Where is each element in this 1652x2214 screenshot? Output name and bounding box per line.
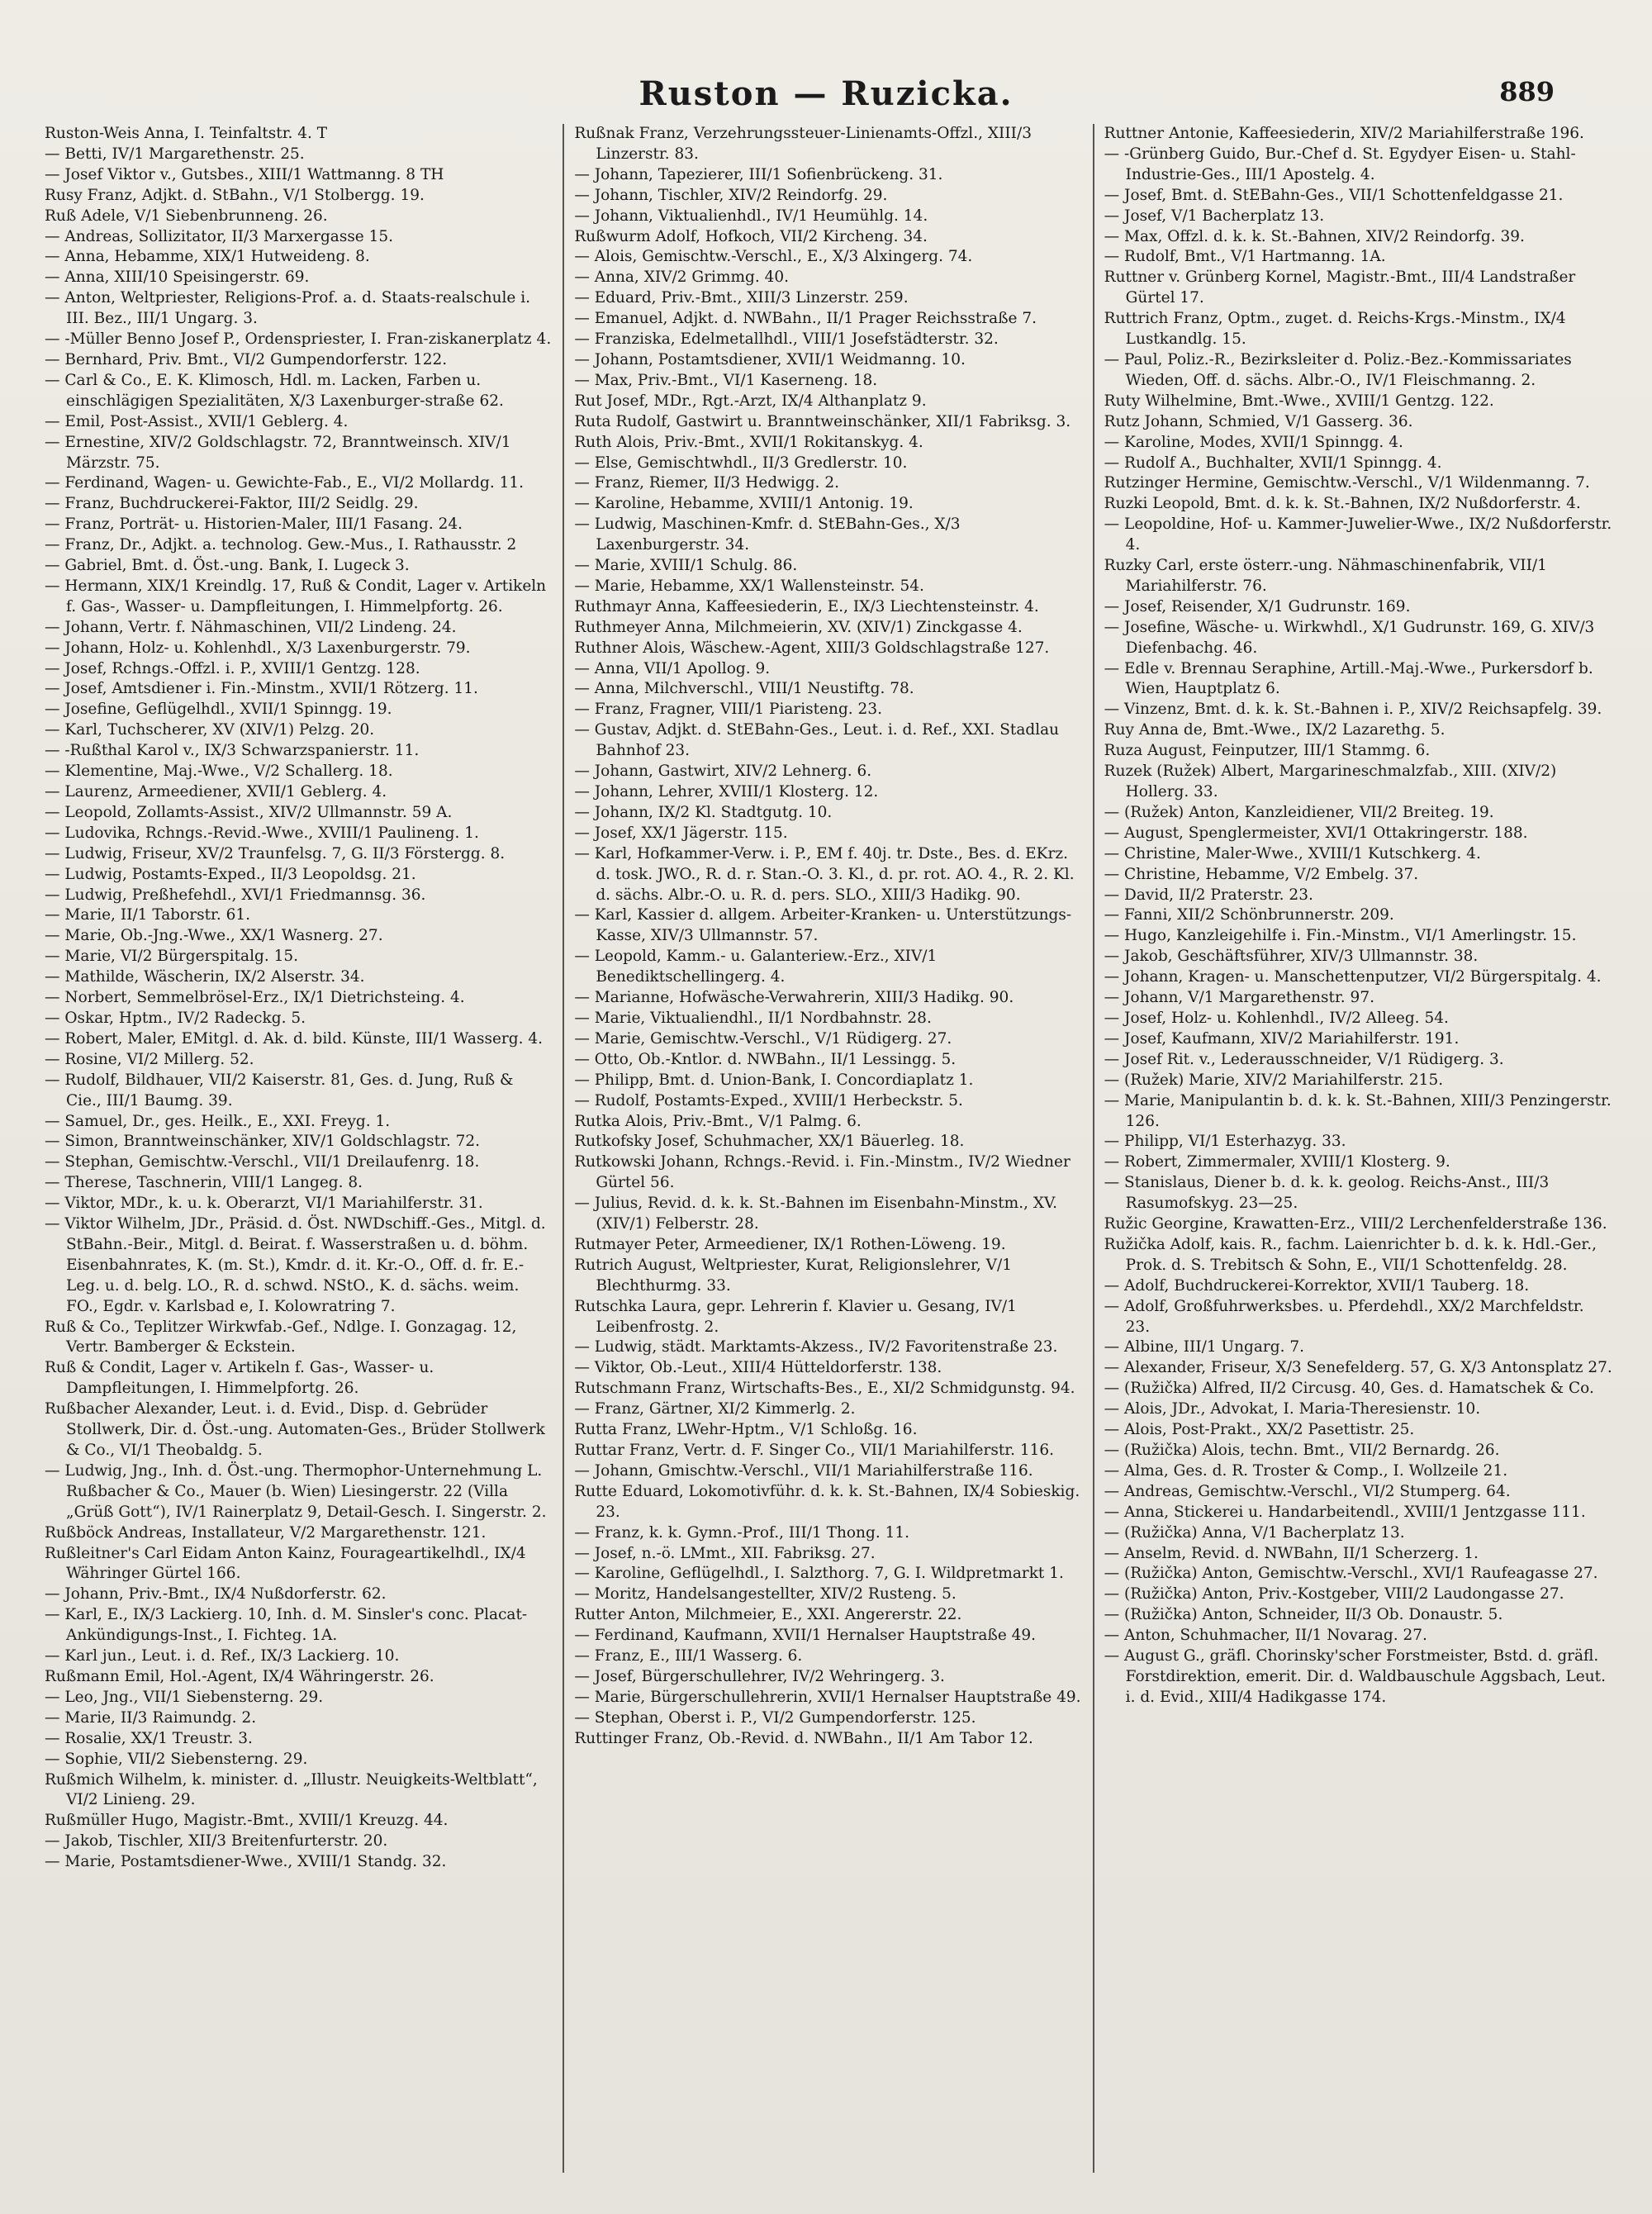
directory-entry: — Laurenz, Armeediener, XVII/1 Geblerg. 4. [45,783,387,801]
directory-entry: — Josef, Holz- u. Kohlenhdl., IV/2 Alleeg. 54. [1104,1009,1449,1027]
directory-entry: — -Müller Benno Josef P., Ordenspriester, I. Fran-ziskanerplatz 4. [45,330,552,349]
directory-entry: — Karl, Tuchscherer, XV (XIV/1) Pelzg. 20. [45,721,375,739]
directory-entry: Rußnak Franz, Verzehrungssteuer-Linienamts-Offzl., XIII/3 Linzerstr. 83. [574,125,1032,163]
directory-entry: — Max, Priv.-Bmt., VI/1 Kaserneng. 18. [574,371,878,389]
directory-entry: Ruty Wilhelmine, Bmt.-Wwe., XVIII/1 Gentzg. 122. [1104,392,1494,410]
directory-entry: — Otto, Ob.-Kntlor. d. NWBahn., II/1 Lessingg. 5. [574,1050,957,1068]
directory-entry: — Anna, Milchverschl., VIII/1 Neustiftg. 78. [574,680,914,698]
directory-entry: — Ludwig, Preßhefehdl., XVI/1 Friedmannsg. 36. [45,886,426,904]
directory-entry: — Marie, Bürgerschullehrerin, XVII/1 Hernalser Hauptstraße 49. [574,1688,1081,1706]
directory-entry: — Rudolf, Bmt., V/1 Hartmanng. 1A. [1104,248,1386,266]
directory-entry: — Leopold, Kamm.- u. Galanteriew.-Erz., XIV/1 Benediktschellingerg. 4. [574,948,938,986]
directory-entry: — Oskar, Hptm., IV/2 Radeckg. 5. [45,1009,306,1027]
directory-entry: — Rosalie, XX/1 Treustr. 3. [45,1729,253,1747]
directory-entry: Rußbacher Alexander, Leut. i. d. Evid., Disp. d. Gebrüder Stollwerk, Dir. d. Öst.-ung. Automaten-Ges., Brüder Stollwerk & Co., VI/1 Theobaldg. 5. [45,1400,545,1459]
directory-entry: Rutmayer Peter, Armeediener, IX/1 Rothen-Löweng. 19. [574,1235,1006,1253]
directory-entry: — Marie, Manipulantin b. d. k. k. St.-Bahnen, XIII/3 Penzingerstr. 126. [1104,1091,1612,1130]
column-left [45,124,563,2173]
directory-entry: Ruzek (Ružek) Albert, Margarineschmalzfab., XIII. (XIV/2) Hollerg. 33. [1104,763,1557,801]
directory-entry: — Karl, E., IX/3 Lackierg. 10, Inh. d. M. Sinsler's conc. Placat-Ankündigungs-Inst., I. Fichteg. 1A. [45,1606,528,1645]
directory-entry: — Betti, IV/1 Margarethenstr. 25. [45,145,305,163]
directory-entry: — Josef, Bmt. d. StEBahn-Ges., VII/1 Schottenfeldgasse 21. [1104,186,1564,204]
directory-entry: Rußwurm Adolf, Hofkoch, VII/2 Kircheng. 34. [574,227,928,245]
directory-entry: — Eduard, Priv.-Bmt., XIII/3 Linzerstr. 259. [574,289,909,307]
directory-entry: — Stephan, Gemischtw.-Verschl., VII/1 Dreilaufenrg. 18. [45,1153,480,1171]
directory-entry: Rußleitner's Carl Eidam Anton Kainz, Fourageartikelhdl., IX/4 Währinger Gürtel 166. [45,1544,526,1583]
directory-entry: — Marie, Hebamme, XX/1 Wallensteinstr. 54. [574,577,924,595]
directory-entry: — (Ružička) Anton, Priv.-Kostgeber, VIII/2 Laudongasse 27. [1104,1585,1564,1603]
directory-entry: — Samuel, Dr., ges. Heilk., E., XXI. Freyg. 1. [45,1112,391,1130]
directory-entry: — (Ružička) Anna, V/1 Bacherplatz 13. [1104,1523,1405,1542]
directory-entry: — Franz, Dr., Adjkt. a. technolog. Gew.-Mus., I. Rathausstr. 2 [45,536,517,554]
directory-entry: — Karl, Kassier d. allgem. Arbeiter-Kranken- u. Unterstützungs-Kasse, XIV/3 Ullmannstr. 57. [574,906,1072,945]
directory-entry: — Andreas, Gemischtw.-Verschl., VI/2 Stumperg. 64. [1104,1482,1511,1500]
directory-entry: — Viktor, Ob.-Leut., XIII/4 Hütteldorferstr. 138. [574,1359,942,1377]
directory-entry: — (Ružička) Alois, techn. Bmt., VII/2 Bernardg. 26. [1104,1442,1500,1459]
directory-entry: — Marie, Postamtsdiener-Wwe., XVIII/1 Standg. 32. [45,1853,447,1871]
directory-entry: — Ludovika, Rchngs.-Revid.-Wwe., XVIII/1 Paulineng. 1. [45,824,479,842]
directory-entry: Rußmich Wilhelm, k. minister. d. „Illustr. Neuigkeits-Weltblatt“, VI/2 Linieng. 29. [45,1770,538,1809]
directory-entry: — Robert, Zimmermaler, XVIII/1 Klosterg. 9. [1104,1153,1450,1171]
directory-entry: Ruttner v. Grünberg Kornel, Magistr.-Bmt., III/4 Landstraßer Gürtel 17. [1104,268,1576,307]
directory-entry: — Anna, VII/1 Apollog. 9. [574,659,771,677]
directory-entry: — August G., gräfl. Chorinsky'scher Forstmeister, Bstd. d. gräfl. Forstdirektion, emerit. Dir. d. Waldbauschule Aggsbach, Leut. i. d. Evid., XIII/4 Hadikgasse 174. [1104,1647,1606,1706]
directory-entry: — Andreas, Sollizitator, II/3 Marxergasse 15. [45,227,394,245]
directory-entry: Ruy Anna de, Bmt.-Wwe., IX/2 Lazarethg. 5. [1104,721,1446,739]
directory-entry: — Johann, V/1 Margarethenstr. 97. [1104,989,1374,1007]
directory-entry: — Hermann, XIX/1 Kreindlg. 17, Ruß & Condit, Lager v. Artikeln f. Gas-, Wasser- u. Dampfleitungen, I. Himmelpfortg. 26. [45,577,547,615]
directory-entry: — Josef, Bürgerschullehrer, IV/2 Wehringerg. 3. [574,1667,945,1685]
directory-entry: — Franz, Fragner, VIII/1 Piaristeng. 23. [574,701,882,719]
directory-entry: — Julius, Revid. d. k. k. St.-Bahnen im Eisenbahn-Minstm., XV. (XIV/1) Felberstr. 28. [574,1195,1058,1233]
directory-entry: — Josef, n.-ö. LMmt., XII. Fabriksg. 27. [574,1544,876,1562]
directory-entry: — Leopold, Zollamts-Assist., XIV/2 Ullmannstr. 59 A. [45,803,453,821]
directory-entry: Rutschka Laura, gepr. Lehrerin f. Klavier u. Gesang, IV/1 Leibenfrostg. 2. [574,1297,1017,1336]
directory-entry: Rut Josef, MDr., Rgt.-Arzt, IX/4 Althanplatz 9. [574,392,927,410]
directory-entry: — Alexander, Friseur, X/3 Senefelderg. 57, G. X/3 Antonsplatz 27. [1104,1359,1612,1377]
directory-entry: Ruzki Leopold, Bmt. d. k. k. St.-Bahnen, IX/2 Nußdorferstr. 4. [1104,495,1581,513]
directory-entry: — Josef, XX/1 Jägerstr. 115. [574,824,788,842]
directory-entry: — Rudolf, Bildhauer, VII/2 Kaiserstr. 81, Ges. d. Jung, Ruß & Cie., III/1 Baumg. 39. [45,1071,514,1109]
column-right [1093,124,1622,2173]
directory-entry: — Max, Offzl. d. k. k. St.-Bahnen, XIV/2 Reindorfg. 39. [1104,227,1525,245]
directory-entry: — Christine, Maler-Wwe., XVIII/1 Kutschkerg. 4. [1104,844,1481,862]
directory-entry: — Rudolf A., Buchhalter, XVII/1 Spinngg. 4. [1104,454,1442,472]
directory-entry: — Karl, Hofkammer-Verw. i. P., EM f. 40j. tr. Dste., Bes. d. EKrz. d. tosk. JWO., R. d. r. Stan.-O. 3. Kl., d. pr. rot. AO. 4., R. 2. Kl. d. sächs. Albr.-O. u. R. d. pers. SLO., XIII/3 Hadikg. 90. [574,844,1075,904]
directory-entry: — Alois, JDr., Advokat, I. Maria-Theresienstr. 10. [1104,1400,1481,1418]
directory-entry: Ruthmayr Anna, Kaffeesiederin, E., IX/3 Liechtensteinstr. 4. [574,597,1039,615]
directory-entry: — Ferdinand, Kaufmann, XVII/1 Hernalser Hauptstraße 49. [574,1627,1037,1645]
directory-entry: — Josef, Rchngs.-Offzl. i. P., XVIII/1 Gentzg. 128. [45,659,420,677]
directory-entry: — Ludwig, städt. Marktamts-Akzess., IV/2 Favoritenstraße 23. [574,1338,1058,1356]
directory-entry: — Marie, Gemischtw.-Verschl., V/1 Rüdigerg. 27. [574,1029,952,1048]
directory-entry: — Anna, Stickerei u. Handarbeitendl., XVIII/1 Jentzgasse 111. [1104,1503,1586,1521]
directory-entry: Ruß Adele, V/1 Siebenbrunneng. 26. [45,207,328,225]
directory-entry: Rutkowski Johann, Rchngs.-Revid. i. Fin.-Minstm., IV/2 Wiedner Gürtel 56. [574,1153,1070,1192]
page-number: 889 [1499,76,1555,107]
directory-entry: Ružic Georgine, Krawatten-Erz., VIII/2 Lerchenfelderstraße 136. [1104,1215,1607,1233]
directory-entry: — Jakob, Tischler, XII/3 Breitenfurterstr. 20. [45,1832,388,1851]
directory-entry: — Ludwig, Maschinen-Kmfr. d. StEBahn-Ges., X/3 Laxenburgerstr. 34. [574,515,961,554]
directory-entry: — Josef Viktor v., Gutsbes., XIII/1 Wattmanng. 8 TH [45,165,444,183]
directory-entry: — Karoline, Modes, XVII/1 Spinngg. 4. [1104,433,1403,451]
directory-entry: Rußmann Emil, Hol.-Agent, IX/4 Währingerstr. 26. [45,1667,434,1685]
page-header [0,74,1652,116]
directory-entry: Rutz Johann, Schmied, V/1 Gasserg. 36. [1104,412,1413,430]
directory-entry: — Johann, Kragen- u. Manschettenputzer, VI/2 Bürgerspitalg. 4. [1104,968,1602,986]
directory-entry: — Viktor Wilhelm, JDr., Präsid. d. Öst. NWDschiff.-Ges., Mitgl. d. StBahn.-Beir., Mitgl. d. Beirat. f. Wasserstraßen u. d. böhm. Eisenbahnrates, K. (m. St.), Kmdr. d. it. Kr.-O., Off. d. fr. E.-Leg. u. d. belg. LO., R. d. schwd. NStO., K. d. sächs. weim. FO., Egdr. v. Karlsbad e, I. Kolowratring 7. [45,1215,546,1315]
directory-entry: — Hugo, Kanzleigehilfe i. Fin.-Minstm., VI/1 Amerlingstr. 15. [1104,927,1577,945]
directory-entry: — Anna, XIII/10 Speisingerstr. 69. [45,268,310,287]
directory-entry: — Rudolf, Postamts-Exped., XVIII/1 Herbeckstr. 5. [574,1091,963,1109]
directory-entry: — Marie, VI/2 Bürgerspitalg. 15. [45,948,299,966]
directory-entry: — Bernhard, Priv. Bmt., VI/2 Gumpendorferstr. 122. [45,350,448,368]
directory-entry: — Marie, II/1 Taborstr. 61. [45,906,251,924]
directory-columns [45,124,1622,2173]
directory-entry: — Else, Gemischtwhdl., II/3 Gredlerstr. 10. [574,454,908,472]
directory-entry: — Marie, Viktualiendhl., II/1 Nordbahnstr. 28. [574,1009,932,1027]
directory-entry: Ruth Alois, Priv.-Bmt., XVII/1 Rokitanskyg. 4. [574,433,923,451]
directory-entry: — Adolf, Buchdruckerei-Korrektor, XVII/1 Tauberg. 18. [1104,1276,1530,1295]
directory-entry: — Marie, XVIII/1 Schulg. 86. [574,557,798,575]
directory-entry: Rutter Anton, Milchmeier, E., XXI. Angererstr. 22. [574,1606,962,1624]
directory-entry: — (Ružička) Alfred, II/2 Circusg. 40, Ges. d. Hamatschek & Co. [1104,1380,1594,1398]
directory-entry: — Therese, Taschnerin, VIII/1 Langeg. 8. [45,1174,363,1192]
directory-entry: — Karl jun., Leut. i. d. Ref., IX/3 Lackierg. 10. [45,1647,400,1665]
directory-entry: — Simon, Branntweinschänker, XIV/1 Goldschlagstr. 72. [45,1133,480,1151]
directory-entry: — Leo, Jng., VII/1 Siebensterng. 29. [45,1688,324,1706]
directory-entry: Rutte Eduard, Lokomotivführ. d. k. k. St.-Bahnen, IX/4 Sobieskig. 23. [574,1482,1080,1521]
directory-entry: Rutrich August, Weltpriester, Kurat, Religionslehrer, V/1 Blechthurmg. 33. [574,1256,1012,1295]
page-title: Ruston — Ruzicka. [638,74,1014,113]
directory-entry: — Alois, Gemischtw.-Verschl., E., X/3 Alxingerg. 74. [574,248,973,266]
directory-entry: — Emil, Post-Assist., XVII/1 Geblerg. 4. [45,412,349,430]
directory-entry: — Vinzenz, Bmt. d. k. k. St.-Bahnen i. P., XIV/2 Reichsapfelg. 39. [1104,701,1602,719]
directory-entry: — Philipp, Bmt. d. Union-Bank, I. Concordiaplatz 1. [574,1071,974,1089]
directory-entry: Ružička Adolf, kais. R., fachm. Laienrichter b. d. k. k. Hdl.-Ger., Prok. d. S. Trebitsch & Sohn, E., VII/1 Schottenfeldg. 28. [1104,1235,1597,1274]
directory-entry: — -Grünberg Guido, Bur.-Chef d. St. Egydyer Eisen- u. Stahl-Industrie-Ges., III/1 Apostelg. 4. [1104,145,1576,183]
directory-entry: — Franz, Buchdruckerei-Faktor, III/2 Seidlg. 29. [45,495,419,513]
directory-entry: — Johann, Holz- u. Kohlenhdl., X/3 Laxenburgerstr. 79. [45,639,471,657]
directory-entry: — Adolf, Großfuhrwerksbes. u. Pferdehdl., XX/2 Marchfeldstr. 23. [1104,1297,1584,1336]
directory-entry: Ruthmeyer Anna, Milchmeierin, XV. (XIV/1) Zinckgasse 4. [574,618,1023,636]
directory-entry: — Johann, Vertr. f. Nähmaschinen, VII/2 Lindeng. 24. [45,618,457,636]
directory-entry: — Anton, Schuhmacher, II/1 Novarag. 27. [1104,1627,1427,1645]
directory-entry: — Stephan, Oberst i. P., VI/2 Gumpendorferstr. 125. [574,1708,976,1727]
directory-entry: — Anton, Weltpriester, Religions-Prof. a. d. Staats-realschule i. III. Bez., III/1 Ungarg. 3. [45,289,531,328]
directory-entry: Ruß & Co., Teplitzer Wirkwfab.-Gef., Ndlge. I. Gonzagag. 12, Vertr. Bamberger & Eckstein. [45,1318,517,1356]
directory-entry: Ruston-Weis Anna, I. Teinfaltstr. 4. T [45,125,328,142]
directory-entry: — Albine, III/1 Ungarg. 7. [1104,1338,1304,1356]
directory-entry: — Josef, Kaufmann, XIV/2 Mariahilferstr. 191. [1104,1029,1460,1048]
directory-entry: — Josef, Reisender, X/1 Gudrunstr. 169. [1104,597,1411,615]
directory-entry: Ruzky Carl, erste österr.-ung. Nähmaschinenfabrik, VII/1 Mariahilferstr. 76. [1104,557,1547,595]
directory-entry: — Franz, Gärtner, XI/2 Kimmerlg. 2. [574,1400,856,1418]
directory-entry: — Fanni, XII/2 Schönbrunnerstr. 209. [1104,906,1394,924]
directory-entry: Ruttner Antonie, Kaffeesiederin, XIV/2 Mariahilferstraße 196. [1104,125,1584,142]
directory-entry: — Emanuel, Adjkt. d. NWBahn., II/1 Prager Reichsstraße 7. [574,310,1037,328]
directory-entry: — (Ružek) Marie, XIV/2 Mariahilferstr. 215. [1104,1071,1444,1089]
directory-entry: — Ernestine, XIV/2 Goldschlagstr. 72, Branntweinsch. XIV/1 Märzstr. 75. [45,433,511,472]
directory-entry: Rutka Alois, Priv.-Bmt., V/1 Palmg. 6. [574,1112,862,1130]
directory-entry: — Paul, Poliz.-R., Bezirksleiter d. Poliz.-Bez.-Kommissariates Wieden, Off. d. sächs. Albr.-O., IV/1 Fleischmanng. 2. [1104,350,1572,389]
directory-entry: — Marianne, Hofwäsche-Verwahrerin, XIII/3 Hadikg. 90. [574,989,1014,1007]
directory-entry: — Ludwig, Jng., Inh. d. Öst.-ung. Thermophor-Unternehmung L. Rußbacher & Co., Mauer (b. Wien) Liesingerstr. 22 (Villa „Grüß Gott“), IV/1 Rainerplatz 9, Detail-Gesch. I. Singerstr. 2. [45,1461,547,1521]
directory-entry: — Franz, E., III/1 Wasserg. 6. [574,1647,803,1665]
directory-entry: — Josefine, Geflügelhdl., XVII/1 Spinngg. 19. [45,701,392,719]
directory-entry: — Johann, Gmischtw.-Verschl., VII/1 Mariahilferstraße 116. [574,1461,1033,1480]
directory-entry: — (Ružička) Anton, Gemischtw.-Verschl., XVI/1 Raufeagasse 27. [1104,1565,1598,1583]
directory-entry: — Johann, Postamtsdiener, XVII/1 Weidmanng. 10. [574,350,966,368]
directory-entry: — Alois, Post-Prakt., XX/2 Pasettistr. 25. [1104,1421,1415,1439]
directory-entry: — Franz, Porträt- u. Historien-Maler, III/1 Fasang. 24. [45,515,463,534]
directory-entry: — Anna, XIV/2 Grimmg. 40. [574,268,790,287]
directory-entry: Rusy Franz, Adjkt. d. StBahn., V/1 Stolbergg. 19. [45,186,425,204]
directory-entry: Rutkofsky Josef, Schuhmacher, XX/1 Bäuerleg. 18. [574,1133,965,1151]
directory-entry: — Johann, Lehrer, XVIII/1 Klosterg. 12. [574,783,879,801]
directory-entry: — Karoline, Hebamme, XVIII/1 Antonig. 19. [574,495,914,513]
directory-entry: — Norbert, Semmelbrösel-Erz., IX/1 Dietrichsteing. 4. [45,989,465,1007]
directory-entry: Rutzinger Hermine, Gemischtw.-Verschl., V/1 Wildenmanng. 7. [1104,474,1590,492]
directory-entry: — Moritz, Handelsangestellter, XIV/2 Rusteng. 5. [574,1585,957,1603]
directory-entry: — Mathilde, Wäscherin, IX/2 Alserstr. 34. [45,968,365,986]
directory-entry: — Carl & Co., E. K. Klimosch, Hdl. m. Lacken, Farben u. einschlägigen Spezialitäten, X/3 Laxenburger-straße 62. [45,371,504,410]
directory-entry: — Karoline, Geflügelhdl., I. Salzthorg. 7, G. I. Wildpretmarkt 1. [574,1565,1064,1583]
directory-entry: — Klementine, Maj.-Wwe., V/2 Schallerg. 18. [45,763,393,781]
directory-entry: — Jakob, Geschäftsführer, XIV/3 Ullmannstr. 38. [1104,948,1479,966]
directory-entry: — Franz, Riemer, II/3 Hedwigg. 2. [574,474,839,492]
directory-entry: — Christine, Hebamme, V/2 Embelg. 37. [1104,865,1419,883]
directory-entry: — Viktor, MDr., k. u. k. Oberarzt, VI/1 Mariahilferstr. 31. [45,1195,483,1213]
directory-entry: — Rosine, VI/2 Millerg. 52. [45,1050,254,1068]
directory-entry: — Josefine, Wäsche- u. Wirkwhdl., X/1 Gudrunstr. 169, G. XIV/3 Diefenbachg. 46. [1104,618,1595,657]
directory-entry: Ruta Rudolf, Gastwirt u. Branntweinschänker, XII/1 Fabriksg. 3. [574,412,1071,430]
directory-entry: — Alma, Ges. d. R. Troster & Comp., I. Wollzeile 21. [1104,1461,1508,1480]
directory-entry: Ruthner Alois, Wäschew.-Agent, XIII/3 Goldschlagstraße 127. [574,639,1050,657]
directory-entry: — Gabriel, Bmt. d. Öst.-ung. Bank, I. Lugeck 3. [45,557,410,575]
directory-entry: — Ludwig, Postamts-Exped., II/3 Leopoldsg. 21. [45,865,416,883]
directory-entry: — David, II/2 Praterstr. 23. [1104,886,1313,904]
directory-entry: — Sophie, VII/2 Siebensterng. 29. [45,1750,308,1768]
directory-entry: — Marie, Ob.-Jng.-Wwe., XX/1 Wasnerg. 27. [45,927,383,945]
directory-entry: — Philipp, VI/1 Esterhazyg. 33. [1104,1133,1346,1151]
directory-entry: — Gustav, Adjkt. d. StEBahn-Ges., Leut. i. d. Ref., XXI. Stadlau Bahnhof 23. [574,721,1060,760]
directory-entry: — Edle v. Brennau Seraphine, Artill.-Maj.-Wwe., Purkersdorf b. Wien, Hauptplatz 6. [1104,659,1593,698]
directory-entry: Ruttinger Franz, Ob.-Revid. d. NWBahn., II/1 Am Tabor 12. [574,1729,1033,1747]
directory-entry: — Robert, Maler, EMitgl. d. Ak. d. bild. Künste, III/1 Wasserg. 4. [45,1029,543,1048]
directory-entry: — Anna, Hebamme, XIX/1 Hutweideng. 8. [45,248,370,266]
directory-entry: — (Ružek) Anton, Kanzleidiener, VII/2 Breiteg. 19. [1104,803,1494,821]
directory-entry: — Johann, Viktualienhdl., IV/1 Heumühlg. 14. [574,207,928,225]
directory-entry: Ruttar Franz, Vertr. d. F. Singer Co., VII/1 Mariahilferstr. 116. [574,1442,1055,1459]
column-middle [563,124,1092,2173]
directory-entry: — Franziska, Edelmetallhdl., VIII/1 Josefstädterstr. 32. [574,330,999,349]
directory-entry: — Ferdinand, Wagen- u. Gewichte-Fab., E., VI/2 Mollardg. 11. [45,474,525,492]
directory-entry: Ruß & Condit, Lager v. Artikeln f. Gas-, Wasser- u. Dampfleitungen, I. Himmelpfortg. 26. [45,1359,434,1398]
directory-entry: Rußmüller Hugo, Magistr.-Bmt., XVIII/1 Kreuzg. 44. [45,1812,449,1830]
directory-entry: — Franz, k. k. Gymn.-Prof., III/1 Thong. 11. [574,1523,910,1542]
directory-entry: — Josef, V/1 Bacherplatz 13. [1104,207,1325,225]
directory-entry: — Johann, Gastwirt, XIV/2 Lehnerg. 6. [574,763,872,781]
directory-entry: — Marie, II/3 Raimundg. 2. [45,1708,257,1727]
directory-entry: — -Rußthal Karol v., IX/3 Schwarzspanierstr. 11. [45,742,420,760]
directory-entry: — Johann, Tischler, XIV/2 Reindorfg. 29. [574,186,888,204]
directory-entry: — August, Spenglermeister, XVI/1 Ottakringerstr. 188. [1104,824,1528,842]
directory-entry: — Johann, Tapezierer, III/1 Sofienbrückeng. 31. [574,165,943,183]
directory-entry: — Josef, Amtsdiener i. Fin.-Minstm., XVII/1 Rötzerg. 11. [45,680,478,698]
directory-entry: — Anselm, Revid. d. NWBahn, II/1 Scherzerg. 1. [1104,1544,1479,1562]
directory-entry: — Johann, IX/2 Kl. Stadtgutg. 10. [574,803,833,821]
directory-entry: — (Ružička) Anton, Schneider, II/3 Ob. Donaustr. 5. [1104,1606,1503,1624]
directory-entry: Ruza August, Feinputzer, III/1 Stammg. 6. [1104,742,1431,760]
directory-entry: Rutschmann Franz, Wirtschafts-Bes., E., XI/2 Schmidgunstg. 94. [574,1380,1075,1398]
directory-entry: — Johann, Priv.-Bmt., IX/4 Nußdorferstr. 62. [45,1585,387,1603]
directory-entry: Ruttrich Franz, Optm., zuget. d. Reichs-Krgs.-Minstm., IX/4 Lustkandlg. 15. [1104,310,1566,349]
directory-entry: Rutta Franz, LWehr-Hptm., V/1 Schloßg. 16. [574,1421,918,1439]
directory-entry: — Ludwig, Friseur, XV/2 Traunfelsg. 7, G. II/3 Förstergg. 8. [45,844,506,862]
directory-entry: — Josef Rit. v., Lederausschneider, V/1 Rüdigerg. 3. [1104,1050,1504,1068]
directory-entry: — Leopoldine, Hof- u. Kammer-Juwelier-Wwe., IX/2 Nußdorferstr. 4. [1104,515,1612,554]
directory-entry: — Stanislaus, Diener b. d. k. k. geolog. Reichs-Anst., III/3 Rasumofskyg. 23—25. [1104,1174,1550,1213]
directory-entry: Rußböck Andreas, Installateur, V/2 Margarethenstr. 121. [45,1523,487,1542]
